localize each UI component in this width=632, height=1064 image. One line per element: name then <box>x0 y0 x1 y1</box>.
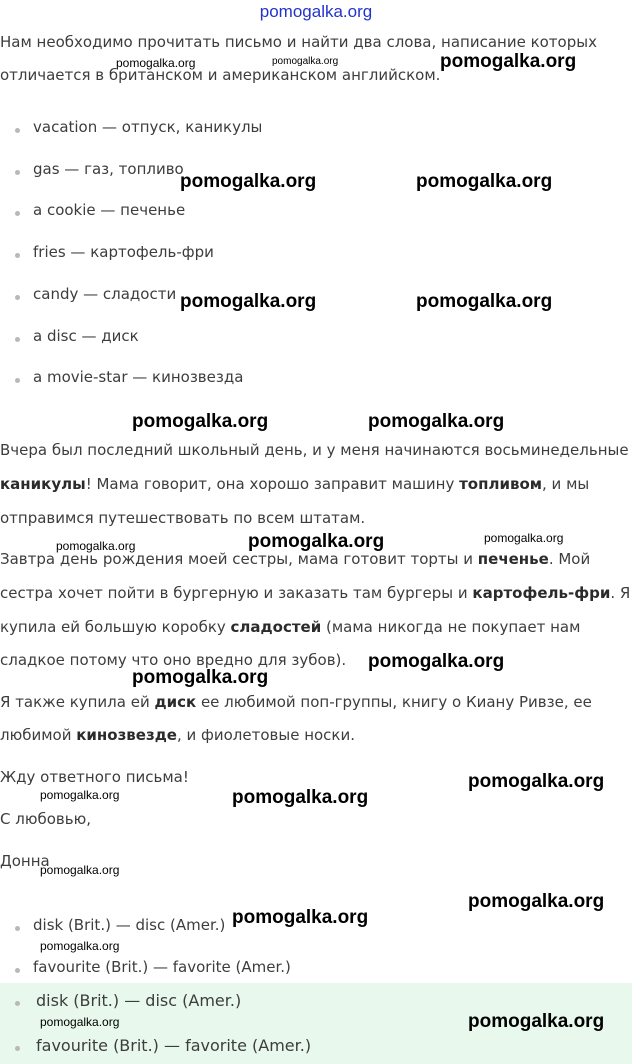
bullet-icon <box>15 968 20 973</box>
watermark: pomogalka.org <box>132 667 269 688</box>
highlight-word: диск <box>154 693 197 711</box>
letter-text: сестра хочет пойти в бургерную и заказать там бургеры и <box>0 584 473 602</box>
bullet-icon <box>15 295 20 300</box>
letter-text: ее любимой поп-группы, книгу о Киану Ривзе, ее <box>196 693 592 711</box>
watermark: pomogalka.org <box>180 291 317 312</box>
watermark: pomogalka.org <box>484 531 564 545</box>
letter-line <box>0 475 589 493</box>
letter-text: . Мой <box>548 550 591 568</box>
letter-text: ! Мама говорит, она хорошо заправит машину <box>85 475 460 493</box>
letter-line <box>0 618 580 636</box>
watermark: pomogalka.org <box>468 771 605 792</box>
watermark: pomogalka.org <box>440 51 577 72</box>
letter-line: Вчера был последний школьный день, и у меня начинаются восьминедельные <box>0 441 629 459</box>
vocab-item: a cookie — печенье <box>33 201 186 219</box>
highlight-word: топливом <box>459 475 543 493</box>
watermark: pomogalka.org <box>116 56 196 70</box>
letter-closing: Жду ответного письма! <box>0 768 189 786</box>
watermark: pomogalka.org <box>40 863 120 877</box>
vocab-item: gas — газ, топливо <box>33 160 184 178</box>
letter-line <box>0 693 592 711</box>
watermark: pomogalka.org <box>232 787 369 808</box>
letter-text: (мама никогда не покупает нам <box>321 618 581 636</box>
watermark: pomogalka.org <box>416 171 553 192</box>
watermark: pomogalka.org <box>368 651 505 672</box>
answer-item: favourite (Brit.) — favorite (Amer.) <box>36 1036 312 1055</box>
bullet-icon <box>15 337 20 342</box>
bullet-icon <box>15 378 20 383</box>
watermark: pomogalka.org <box>40 788 120 802</box>
letter-closing: С любовью, <box>0 810 91 828</box>
watermark: pomogalka.org <box>468 1011 605 1032</box>
watermark: pomogalka.org <box>40 939 120 953</box>
difference-item: disk (Brit.) — disc (Amer.) <box>33 916 226 934</box>
highlight-word: каникулы <box>0 475 86 493</box>
letter-line: сладкое потому что оно вредно для зубов). <box>0 651 347 669</box>
bullet-icon <box>15 128 20 133</box>
letter-text: купила ей большую коробку <box>0 618 231 636</box>
bullet-icon <box>15 926 20 931</box>
letter-text: Я также купила ей <box>0 693 155 711</box>
letter-line <box>0 584 630 602</box>
answer-item: disk (Brit.) — disc (Amer.) <box>36 991 242 1010</box>
highlight-word: сладостей <box>230 618 322 636</box>
letter-text: , и мы <box>542 475 590 493</box>
intro-line-2: отличается в британском и американском английском. <box>0 66 441 84</box>
difference-item: favourite (Brit.) — favorite (Amer.) <box>33 958 291 976</box>
vocab-item: vacation — отпуск, каникулы <box>33 118 263 136</box>
watermark: pomogalka.org <box>232 907 369 928</box>
watermark: pomogalka.org <box>248 531 385 552</box>
bullet-icon <box>15 1046 20 1051</box>
highlight-word: кинозвезде <box>76 726 177 744</box>
watermark: pomogalka.org <box>56 539 136 553</box>
letter-line <box>0 726 355 744</box>
watermark: pomogalka.org <box>132 411 269 432</box>
letter-text: , и фиолетовые носки. <box>176 726 356 744</box>
bullet-icon <box>15 1001 20 1006</box>
bullet-icon <box>15 253 20 258</box>
letter-line: отправимся путешествовать по всем штатам. <box>0 509 366 527</box>
vocab-item: fries — картофель-фри <box>33 243 214 261</box>
watermark-header[interactable]: pomogalka.org <box>259 2 373 21</box>
bullet-icon <box>15 170 20 175</box>
highlight-word: печенье <box>477 550 549 568</box>
vocab-item: a movie-star — кинозвезда <box>33 368 244 386</box>
vocab-item: candy — сладости <box>33 285 177 303</box>
vocab-item: a disc — диск <box>33 327 139 345</box>
highlight-word: картофель-фри <box>472 584 611 602</box>
watermark: pomogalka.org <box>468 891 605 912</box>
letter-text: любимой <box>0 726 77 744</box>
letter-signature: Донна <box>0 852 50 870</box>
letter-text: Завтра день рождения моей сестры, мама готовит торты и <box>0 550 478 568</box>
letter-text: . Я <box>610 584 631 602</box>
bullet-icon <box>15 211 20 216</box>
watermark: pomogalka.org <box>40 1015 120 1029</box>
watermark: pomogalka.org <box>180 171 317 192</box>
watermark: pomogalka.org <box>416 291 553 312</box>
intro-line-1: Нам необходимо прочитать письмо и найти два слова, написание которых <box>0 33 597 51</box>
watermark: pomogalka.org <box>272 56 339 67</box>
watermark: pomogalka.org <box>368 411 505 432</box>
